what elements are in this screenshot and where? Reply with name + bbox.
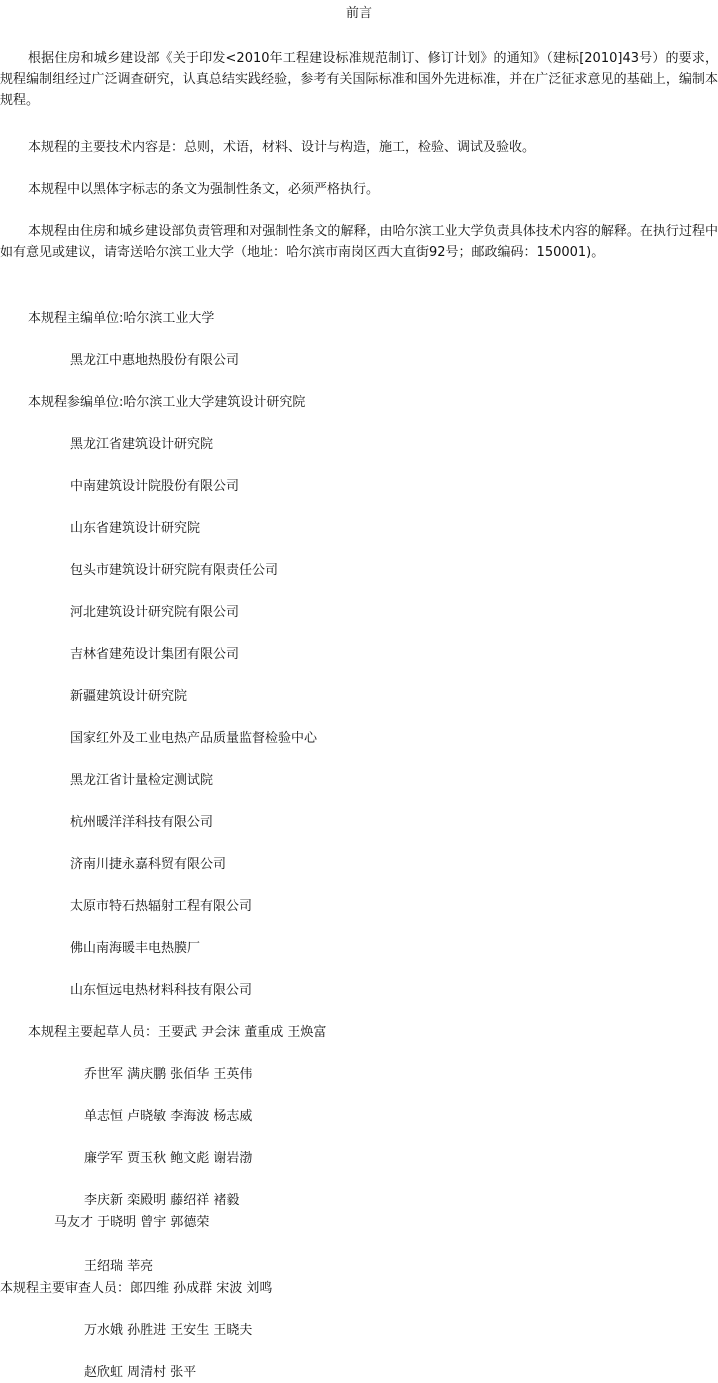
drafters-line: 单志恒 卢晓敏 李海波 杨志威 (84, 1109, 253, 1124)
chief-units-label: 本规程主编单位:哈尔滨工业大学 (28, 311, 215, 326)
participating-unit: 黑龙江省建筑设计研究院 (70, 437, 214, 452)
participating-unit: 包头市建筑设计研究院有限责任公司 (70, 563, 279, 578)
drafters-line: 马友才 于晓明 曾宇 郭德荣 (54, 1215, 210, 1230)
participating-unit: 中南建筑设计院股份有限公司 (70, 479, 240, 494)
drafters-line: 李庆新 栾殿明 藤绍祥 褚毅 (84, 1193, 240, 1208)
participating-unit: 黑龙江省计量检定测试院 (70, 773, 214, 788)
drafters-line: 乔世军 满庆鹏 张佰华 王英伟 (84, 1067, 253, 1082)
paragraph-basis: 根据住房和城乡建设部《关于印发<2010年工程建设标准规范制订、修订计划》的通知》（建标[2010]43号）的要求，规程编制组经过广泛调查研究，认真总结实践经验，参考有关国际标准和国外先进标准，并在广泛征求意见的基础上，编制本规程。 (0, 51, 718, 108)
reviewers-line: 万水娥 孙胜进 王安生 王晓夫 (84, 1323, 253, 1338)
participating-unit: 山东恒远电热材料科技有限公司 (70, 983, 253, 998)
participating-unit: 吉林省建苑设计集团有限公司 (70, 647, 240, 662)
participating-unit: 济南川捷永嘉科贸有限公司 (70, 857, 227, 872)
drafters-line: 王绍瑞 莘亮 (84, 1259, 154, 1274)
participating-unit: 国家红外及工业电热产品质量监督检验中心 (70, 731, 318, 746)
drafters-label: 本规程主要起草人员：王要武 尹会沫 董重成 王焕富 (28, 1025, 327, 1040)
participating-unit: 山东省建筑设计研究院 (70, 521, 201, 536)
participating-units-label: 本规程参编单位:哈尔滨工业大学建筑设计研究院 (28, 395, 306, 410)
participating-unit: 杭州暖洋洋科技有限公司 (70, 815, 214, 830)
participating-unit: 河北建筑设计研究院有限公司 (70, 605, 240, 620)
participating-unit: 佛山南海暖丰电热膜厂 (70, 941, 201, 956)
paragraph-mandatory: 本规程中以黑体字标志的条文为强制性条文，必须严格执行。 (28, 182, 380, 197)
participating-unit: 新疆建筑设计研究院 (70, 689, 188, 704)
page-title: 前言 (345, 6, 372, 21)
participating-unit: 太原市特石热辐射工程有限公司 (70, 899, 253, 914)
paragraph-management: 本规程由住房和城乡建设部负责管理和对强制性条文的解释，由哈尔滨工业大学负责具体技术内容的解释。在执行过程中如有意见或建议，请寄送哈尔滨工业大学（地址：哈尔滨市南岗区西大直街92号；邮政编码：150001)。 (0, 224, 718, 260)
reviewers-line: 赵欣虹 周清村 张平 (84, 1365, 197, 1380)
drafters-line: 廉学军 贾玉秋 鲍文彪 谢岩渤 (84, 1151, 253, 1166)
paragraph-main-content: 本规程的主要技术内容是：总则，术语，材料、设计与构造，施工，检验、调试及验收。 (28, 140, 536, 155)
reviewers-label: 本规程主要审查人员：郎四维 孙成群 宋波 刘鸣 (0, 1281, 273, 1296)
chief-unit: 黑龙江中惠地热股份有限公司 (70, 353, 240, 368)
